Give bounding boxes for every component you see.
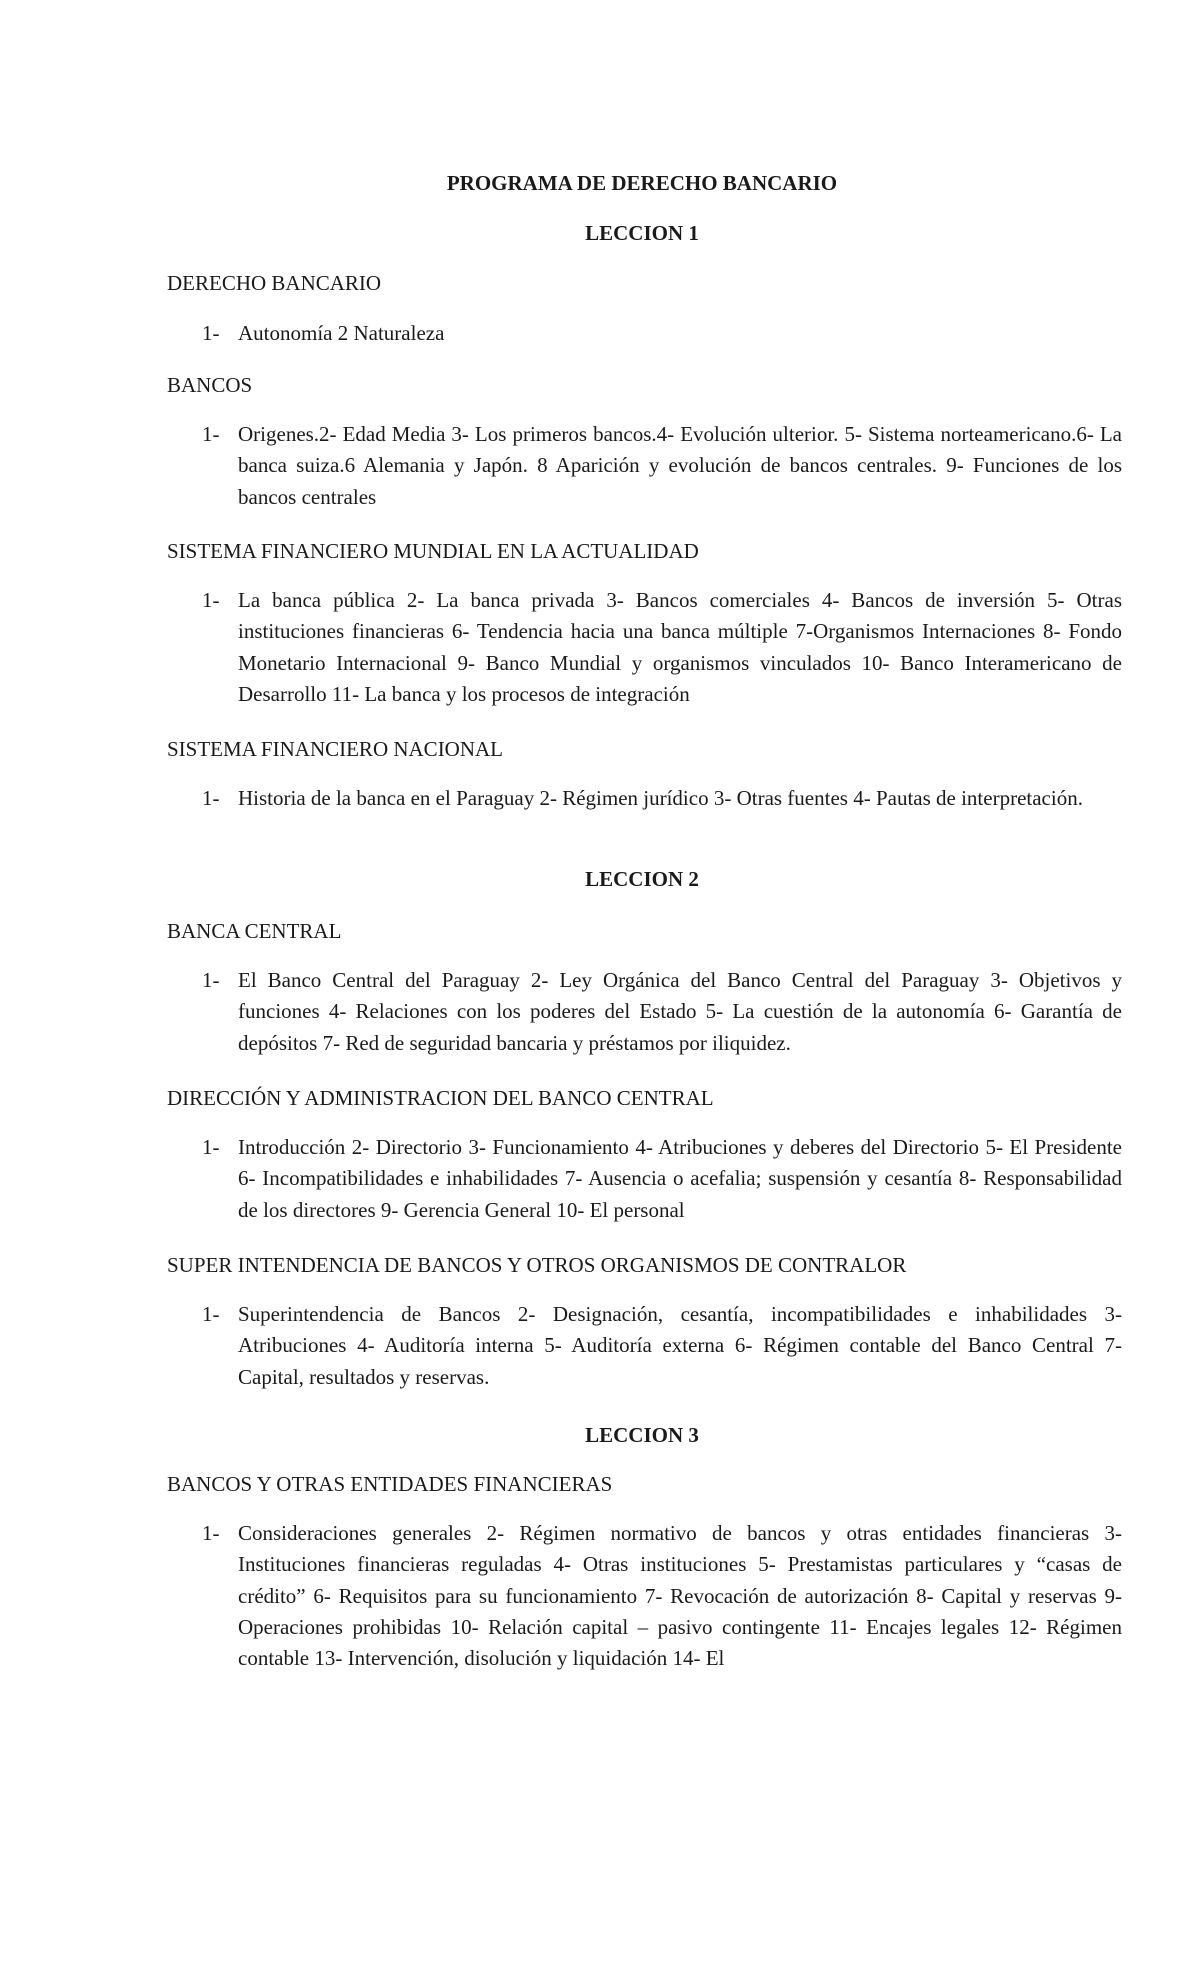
item-text: Superintendencia de Bancos 2- Designación, cesantía, incompatibilidades e inhabilidades 3- Atribuciones 4- Auditoría interna 5- Auditoría externa 6- Régimen contable del Banco Central 7- Capital, resultados y reservas. bbox=[238, 1302, 1122, 1389]
item-number: 1- bbox=[202, 422, 220, 446]
section-heading: SUPER INTENDENCIA DE BANCOS Y OTROS ORGANISMOS DE CONTRALOR bbox=[167, 1253, 907, 1277]
item-number: 1- bbox=[202, 588, 220, 612]
item-text: Origenes.2- Edad Media 3- Los primeros bancos.4- Evolución ulterior. 5- Sistema norteamericano.6- La banca suiza.6 Alemania y Japón. 8 Aparición y evolución de bancos centrales. 9- Funciones de los bancos centrales bbox=[238, 422, 1122, 509]
lesson-title: LECCION 3 bbox=[585, 1423, 699, 1447]
item-number: 1- bbox=[202, 1302, 220, 1326]
list-item bbox=[202, 318, 1122, 349]
list-item bbox=[202, 585, 1122, 710]
list-item bbox=[202, 1299, 1122, 1393]
item-text: Consideraciones generales 2- Régimen normativo de bancos y otras entidades financieras 3- Instituciones financieras reguladas 4- Otras instituciones 5- Prestamistas particulares y “casas de crédito” 6- Requisitos para su funcionamiento 7- Revocación de autorización 8- Capital y reservas 9- Operaciones prohibidas 10- Relación capital – pasivo contingente 11- Encajes legales 12- Régimen contable 13- Intervención, disolución y liquidación 14- El bbox=[238, 1521, 1122, 1671]
item-text: Introducción 2- Directorio 3- Funcionamiento 4- Atribuciones y deberes del Directorio 5- El Presidente 6- Incompatibilidades e inhabilidades 7- Ausencia o acefalia; suspensión y cesantía 8- Responsabilidad de los directores 9- Gerencia General 10- El personal bbox=[238, 1135, 1122, 1222]
lesson-title: LECCION 1 bbox=[585, 221, 699, 245]
item-text: Autonomía 2 Naturaleza bbox=[238, 321, 445, 345]
section-heading: BANCOS bbox=[167, 373, 253, 397]
section-heading: SISTEMA FINANCIERO MUNDIAL EN LA ACTUALIDAD bbox=[167, 539, 699, 563]
item-text: El Banco Central del Paraguay 2- Ley Orgánica del Banco Central del Paraguay 3- Objetivos y funciones 4- Relaciones con los poderes del Estado 5- La cuestión de la autonomía 6- Garantía de depósitos 7- Red de seguridad bancaria y préstamos por iliquidez. bbox=[238, 968, 1122, 1055]
section-heading: SISTEMA FINANCIERO NACIONAL bbox=[167, 737, 504, 761]
lesson-title: LECCION 2 bbox=[585, 867, 699, 891]
document-title: PROGRAMA DE DERECHO BANCARIO bbox=[446, 171, 838, 195]
item-number: 1- bbox=[202, 321, 220, 345]
section-heading: DIRECCIÓN Y ADMINISTRACION DEL BANCO CENTRAL bbox=[167, 1086, 714, 1110]
item-number: 1- bbox=[202, 786, 220, 810]
item-number: 1- bbox=[202, 1135, 220, 1159]
item-number: 1- bbox=[202, 968, 220, 992]
list-item bbox=[202, 783, 1122, 814]
list-item bbox=[202, 1518, 1122, 1674]
list-item bbox=[202, 1132, 1122, 1226]
section-heading: BANCA CENTRAL bbox=[167, 919, 342, 943]
item-text: Historia de la banca en el Paraguay 2- Régimen jurídico 3- Otras fuentes 4- Pautas de interpretación. bbox=[238, 786, 1083, 810]
item-number: 1- bbox=[202, 1521, 220, 1545]
section-heading: DERECHO BANCARIO bbox=[167, 271, 382, 295]
item-text: La banca pública 2- La banca privada 3- Bancos comerciales 4- Bancos de inversión 5- Otras instituciones financieras 6- Tendencia hacia una banca múltiple 7-Organismos Internaciones 8- Fondo Monetario Internacional 9- Banco Mundial y organismos vinculados 10- Banco Interamericano de Desarrollo 11- La banca y los procesos de integración bbox=[238, 588, 1122, 706]
list-item bbox=[202, 419, 1122, 513]
section-heading: BANCOS Y OTRAS ENTIDADES FINANCIERAS bbox=[167, 1472, 613, 1496]
list-item bbox=[202, 965, 1122, 1059]
